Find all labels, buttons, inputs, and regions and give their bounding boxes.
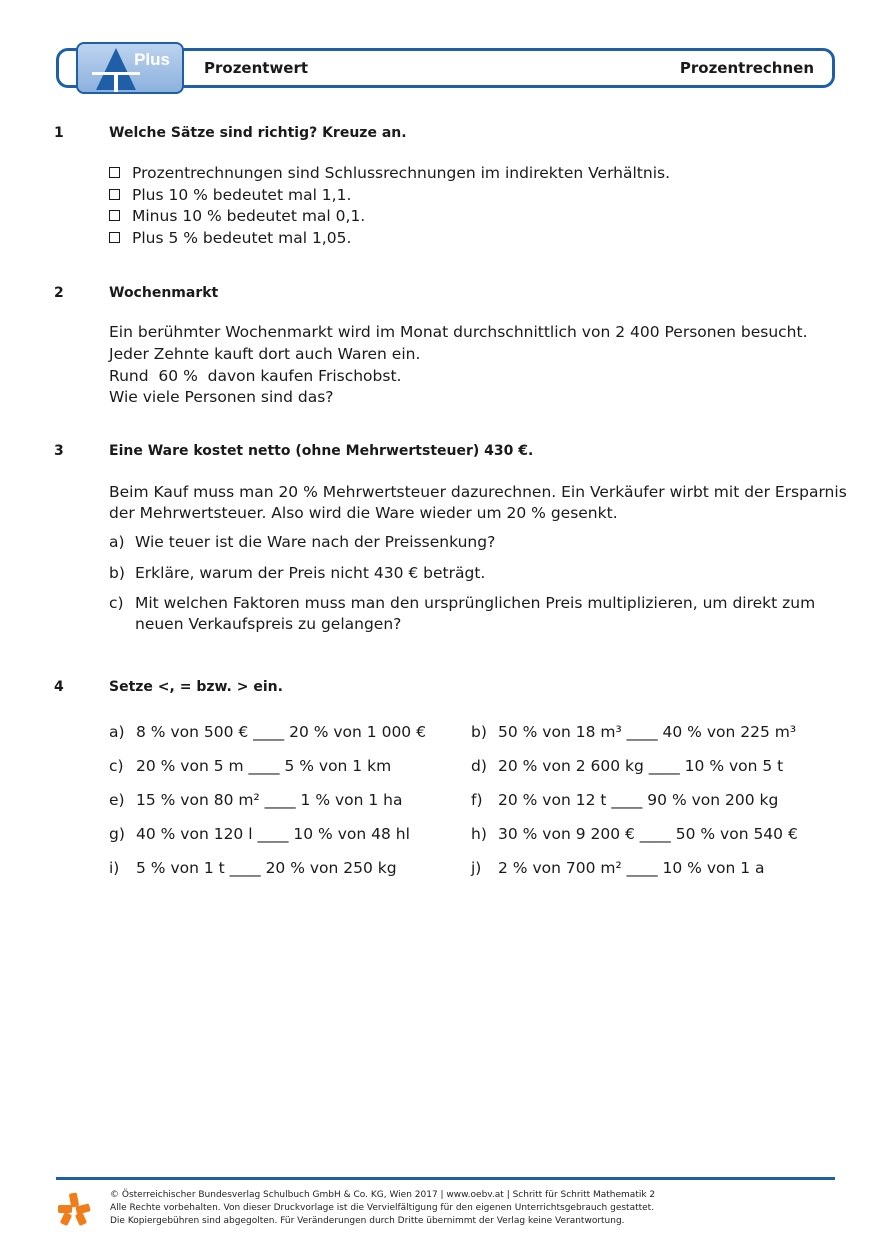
q4-item-label: b) xyxy=(471,723,487,741)
q1-option[interactable] xyxy=(109,207,365,225)
footer-line: Die Kopiergebühren sind abgegolten. Für Veränderungen durch Dritte übernimmt der Verlag keine Verantwortung. xyxy=(110,1216,625,1226)
q4-item-text: 8 % von 500 € ____ 20 % von 1 000 € xyxy=(136,723,426,741)
q2-text-line: Wie viele Personen sind das? xyxy=(109,388,334,406)
publisher-logo-icon xyxy=(56,1191,92,1227)
checkbox-icon[interactable] xyxy=(109,210,120,221)
q3-number: 3 xyxy=(54,443,64,459)
q1-option[interactable] xyxy=(109,164,670,182)
q2-text-line: Ein berühmter Wochenmarkt wird im Monat durchschnittlich von 2 400 Personen besucht. xyxy=(109,323,808,341)
q4-item-label: i) xyxy=(109,859,120,877)
q3-intro-line: Beim Kauf muss man 20 % Mehrwertsteuer dazurechnen. Ein Verkäufer wirbt mit der Ersparnis xyxy=(109,483,847,501)
q3-intro-line: der Mehrwertsteuer. Also wird die Ware wieder um 20 % gesenkt. xyxy=(109,504,618,522)
q4-item-label: g) xyxy=(109,825,125,843)
q4-item-text: 5 % von 1 t ____ 20 % von 250 kg xyxy=(136,859,397,877)
q4-item-label: h) xyxy=(471,825,487,843)
q1-option[interactable] xyxy=(109,229,351,247)
q4-item-label: e) xyxy=(109,791,125,809)
q4-item-label: f) xyxy=(471,791,483,809)
q1-option-label: Plus 5 % bedeutet mal 1,05. xyxy=(132,229,352,247)
q4-item-text: 40 % von 120 l ____ 10 % von 48 hl xyxy=(136,825,410,843)
q4-item-text: 20 % von 12 t ____ 90 % von 200 kg xyxy=(498,791,779,809)
q3-title: Eine Ware kostet netto (ohne Mehrwertsteuer) 430 €. xyxy=(109,443,534,459)
q2-number: 2 xyxy=(54,285,64,301)
q4-item-text: 50 % von 18 m³ ____ 40 % von 225 m³ xyxy=(498,723,797,741)
q3-part-label: c) xyxy=(109,594,124,612)
q4-title: Setze <, = bzw. > ein. xyxy=(109,679,283,695)
q3-part-text: Mit welchen Faktoren muss man den ursprünglichen Preis multiplizieren, um direkt zum xyxy=(135,594,816,612)
checkbox-icon[interactable] xyxy=(109,189,120,200)
footer-line: Alle Rechte vorbehalten. Von dieser Druckvorlage ist die Vervielfältigung für den eigenen Unterrichtsgebrauch gestattet. xyxy=(110,1203,655,1213)
q1-number: 1 xyxy=(54,125,64,141)
q4-item-label: j) xyxy=(471,859,482,877)
q1-title: Welche Sätze sind richtig? Kreuze an. xyxy=(109,125,407,141)
q1-option-label: Plus 10 % bedeutet mal 1,1. xyxy=(132,186,352,204)
q3-part-text: neuen Verkaufspreis zu gelangen? xyxy=(135,615,402,633)
q4-item-text: 20 % von 2 600 kg ____ 10 % von 5 t xyxy=(498,757,784,775)
q4-number: 4 xyxy=(54,679,64,695)
q4-item-text: 20 % von 5 m ____ 5 % von 1 km xyxy=(136,757,392,775)
q1-option[interactable] xyxy=(109,186,351,204)
q4-item-text: 2 % von 700 m² ____ 10 % von 1 a xyxy=(498,859,765,877)
q4-item-text: 15 % von 80 m² ____ 1 % von 1 ha xyxy=(136,791,403,809)
chapter-title: Prozentrechnen xyxy=(679,59,814,77)
footer-line: © Österreichischer Bundesverlag Schulbuch GmbH & Co. KG, Wien 2017 | www.oebv.at | Schritt für Schritt Mathematik 2 xyxy=(110,1190,656,1200)
q3-part-text: Wie teuer ist die Ware nach der Preissenkung? xyxy=(135,533,496,551)
q2-text-line: Rund 60 % davon kaufen Frischobst. xyxy=(109,367,402,385)
q4-item-label: d) xyxy=(471,757,487,775)
q2-title: Wochenmarkt xyxy=(109,285,219,301)
q3-part-label: b) xyxy=(109,564,125,582)
checkbox-icon[interactable] xyxy=(109,232,120,243)
q1-option-label: Prozentrechnungen sind Schlussrechnungen im indirekten Verhältnis. xyxy=(132,164,671,182)
q3-part-text: Erkläre, warum der Preis nicht 430 € beträgt. xyxy=(135,564,486,582)
q1-option-label: Minus 10 % bedeutet mal 0,1. xyxy=(132,207,366,225)
q2-text-line: Jeder Zehnte kauft dort auch Waren ein. xyxy=(109,345,421,363)
plus-logo xyxy=(76,42,184,94)
logo-label: Plus xyxy=(134,50,170,69)
topic-title: Prozentwert xyxy=(204,59,309,77)
q4-item-label: a) xyxy=(109,723,125,741)
footer-divider xyxy=(56,1177,835,1180)
q4-item-label: c) xyxy=(109,757,124,775)
footer-copyright xyxy=(110,1189,655,1228)
q4-item-text: 30 % von 9 200 € ____ 50 % von 540 € xyxy=(498,825,798,843)
checkbox-icon[interactable] xyxy=(109,167,120,178)
q3-part-label: a) xyxy=(109,533,125,551)
